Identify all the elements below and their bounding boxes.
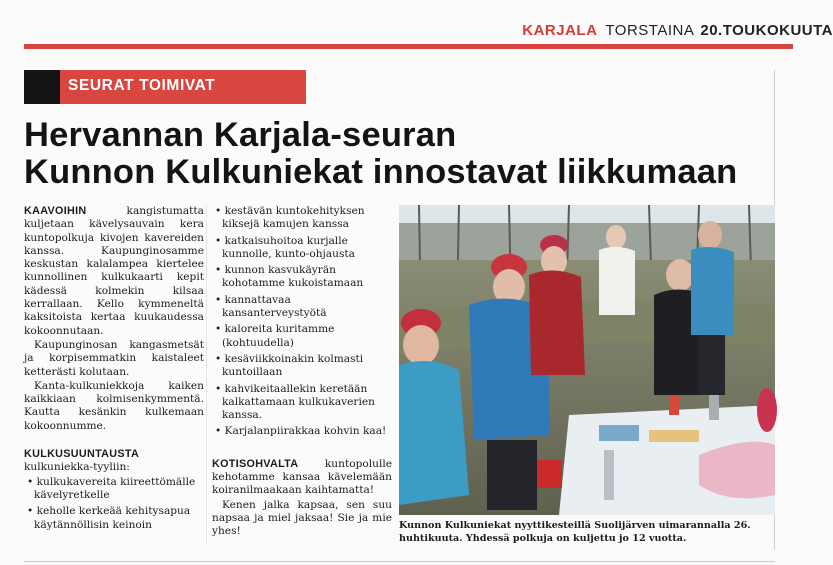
- bullet-item: • kestävän kuntokehityksen kiksejä kamujen kanssa: [215, 205, 365, 231]
- paragraph-text: kangistumatta kuljetaan kävelysauvain kera kuntopolkuja kivojen kavereiden kanssa. Kaupunginosamme keskustan kalalampea kiertelee kunnollinen kulkukaarti kepit kädessä kolmekin kilsaa kerrallaan. Kello kymmeneltä kaksitoista kertaa kuukaudessa kokoonnutaan.: [24, 205, 204, 337]
- bullet-item: • kulkukavereita kiireettömälle kävelyretkelle: [27, 475, 196, 501]
- bullet-item: • kaloreita kuritamme (kohtuudella): [215, 323, 335, 349]
- paragraph: [24, 448, 204, 475]
- issue-day: TORSTAINA: [605, 22, 695, 39]
- paragraph-text: kulkuniekka-tyyliin:: [24, 461, 130, 474]
- issue-date: 20.TOUKOKUUTA: [700, 22, 833, 39]
- lead-word: KOTISOHVALTA: [212, 457, 299, 470]
- photo-caption: Kunnon Kulkuniekat nyyttikesteillä Suolijärven uimarannalla 26. huhtikuuta. Yhdessä polkuja on kuljettu jo 12 vuotta.: [399, 520, 751, 544]
- bullet-item: • keholle kerkeää kehitysapua käytännöllisin keinoin: [27, 505, 191, 531]
- bullet-item: • kunnon kasvukäyrän kohotamme kukoistamaan: [215, 264, 364, 290]
- bottom-rule: [24, 561, 775, 562]
- headline-line-1: Hervannan Karjala-seuran: [24, 116, 457, 154]
- article-column-2: [212, 205, 392, 540]
- masthead-rule: [24, 44, 793, 49]
- paragraph: Kaupunginosan kangasmetsät ja korpisemmatkin kaistaleet ketterästi kolutaan.: [24, 338, 204, 378]
- lead-word: KAAVOIHIN: [24, 205, 87, 217]
- bullet-item: • kesäviikkoinakin kolmasti kuntoillaan: [215, 352, 364, 379]
- paragraph-text: kuntopolulle kehotamme kansaa kävelemään koiranilmaakaan kaihtamatta!: [212, 457, 392, 497]
- paragraph: Kenen jalka kapsaa, sen suu napsaa ja miel jaksaa! Sie ja mie yhes!: [212, 498, 392, 538]
- paper-name: KARJALA: [522, 22, 598, 39]
- bullet-item: • katkaisuhoitoa kurjalle kunnolle, kunto-ohjausta: [215, 234, 355, 260]
- bullet-item: • kahvikeitaallekin keretään kalkattamaan kulkukaverien kanssa.: [215, 382, 375, 422]
- paragraph: [212, 458, 392, 498]
- column-separator: [206, 205, 207, 545]
- section-tag-block: [24, 70, 60, 104]
- section-tag: [24, 70, 306, 104]
- masthead: [420, 22, 833, 44]
- section-label: SEURAT TOIMIVAT: [68, 77, 216, 94]
- article-column-1: [24, 205, 204, 535]
- paragraph: Kanta-kulkuniekkoja kaiken kaikkiaan kolmisenkymmentä. Kautta kesänkin kulkemaan kokoonnumme.: [24, 379, 204, 432]
- article-photo: [399, 205, 775, 515]
- bullet-item: • kannattavaa kansanterveystyötä: [215, 293, 327, 320]
- bullet-item: • Karjalanpiirakkaa kohvin kaa!: [215, 425, 387, 438]
- article-headline: [24, 117, 784, 191]
- paragraph: [24, 205, 204, 338]
- headline-line-2: Kunnon Kulkuniekat innostavat liikkumaan: [24, 153, 738, 191]
- lead-word: KULKUSUUNTAUSTA: [24, 448, 140, 461]
